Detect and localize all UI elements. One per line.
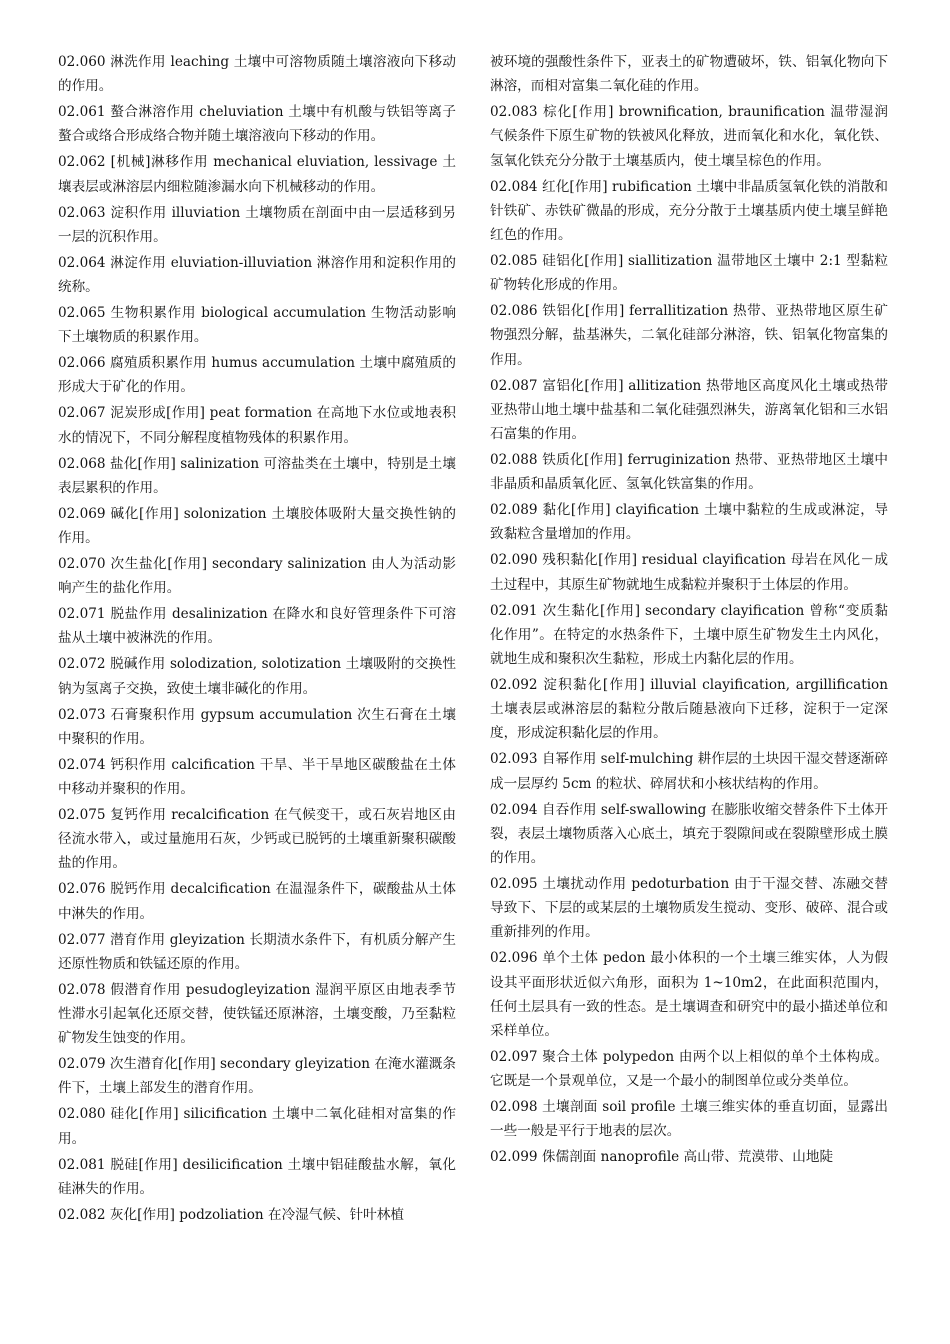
- entry-text: 02.093 自幂作用 self-mulching 耕作层的土块因干湿交替逐渐碎成一层厚约 5cm 的粒状、碎屑状和小核状结构的作用。: [490, 751, 888, 792]
- entry-text: 02.080 硅化[作用] silicification 土壤中二氧化硅相对富集的作用。: [58, 1106, 456, 1147]
- glossary-entry: [58, 652, 456, 700]
- glossary-entry: [490, 946, 888, 1043]
- glossary-entry: [58, 301, 456, 349]
- glossary-entry: [58, 1203, 456, 1227]
- entry-text: 被环境的强酸性条件下，亚表土的矿物遭破坏，铁、铝氧化物向下淋溶，而相对富集二氧化硅的作用。: [490, 54, 888, 95]
- glossary-entry: [58, 251, 456, 299]
- entry-text: 02.063 淀积作用 illuviation 土壤物质在剖面中由一层适移到另一层的沉积作用。: [58, 204, 456, 245]
- glossary-entry: [58, 602, 456, 650]
- glossary-entry: [58, 753, 456, 801]
- entry-text: 02.096 单个土体 pedon 最小体积的一个土壤三维实体，人为假设其平面形状近似六角形，面积为 1~10m2，在此面积范围内，任何土层具有一致的性态。是土壤调查和研究中的最小描述单位和采样单位。: [490, 950, 888, 1040]
- entry-text: 02.099 侏儒剖面 nanoprofile 高山带、荒漠带、山地陡: [490, 1149, 834, 1166]
- entry-text: 02.061 螯合淋溶作用 cheluviation 土壤中有机酸与铁铝等离子螯合或络合形成络合物并随土壤溶液向下移动的作用。: [58, 104, 456, 145]
- entry-text: 02.071 脱盐作用 desalinization 在降水和良好管理条件下可溶盐从土壤中被淋洗的作用。: [58, 606, 456, 647]
- glossary-entry: [58, 803, 456, 876]
- glossary-entry: [490, 249, 888, 297]
- entry-text: 02.083 棕化[作用] brownification, braunification 温带湿润气候条件下原生矿物的铁被风化释放，进而氧化和水化，氧化铁、氢氧化铁充分分散于土壤基质内，使土壤呈棕色的作用。: [490, 104, 888, 169]
- entry-text: 02.072 脱碱作用 solodization, solotization 土壤吸附的交换性钠为氢离子交换，致使土壤非碱化的作用。: [58, 656, 456, 697]
- glossary-entry: [490, 1145, 888, 1169]
- glossary-entry: [58, 877, 456, 925]
- entry-text: 02.076 脱钙作用 decalcification 在温湿条件下，碳酸盐从土体中淋失的作用。: [58, 881, 456, 922]
- entry-text: 02.081 脱硅[作用] desilicification 土壤中铝硅酸盐水解，氧化硅淋失的作用。: [58, 1156, 456, 1197]
- glossary-entry: [58, 150, 456, 198]
- glossary-entry: [490, 498, 888, 546]
- glossary-entry: [490, 599, 888, 672]
- glossary-entry: [58, 201, 456, 249]
- glossary-entry: [58, 978, 456, 1051]
- glossary-entry: [58, 50, 456, 98]
- entry-text: 02.062 [机械]淋移作用 mechanical eluviation, lessivage 土壤表层或淋溶层内细粒随渗漏水向下机械移动的作用。: [58, 154, 456, 195]
- glossary-entry: [490, 175, 888, 248]
- glossary-entry: [58, 100, 456, 148]
- glossary-entry: [58, 552, 456, 600]
- entry-text: 02.085 硅铝化[作用] siallitization 温带地区土壤中 2:1 型黏粒矿物转化形成的作用。: [490, 253, 888, 294]
- glossary-entry: [490, 374, 888, 447]
- entry-text: 02.084 红化[作用] rubification 土壤中非晶质氢氧化铁的消散和针铁矿、赤铁矿微晶的形成，充分分散于土壤基质内使土壤呈鲜艳红色的作用。: [490, 178, 888, 244]
- entry-text: 02.091 次生黏化[作用] secondary clayification 曾称“变质黏化作用”。在特定的水热条件下，土壤中原生矿物发生土内风化，就地生成和聚积次生黏粒，形成土内黏化层的作用。: [490, 602, 888, 668]
- glossary-entry: [58, 1052, 456, 1100]
- glossary-entry: [58, 351, 456, 399]
- glossary-entry: [490, 673, 888, 746]
- entry-text: 02.089 黏化[作用] clayification 土壤中黏粒的生成或淋淀，导致黏粒含量增加的作用。: [490, 502, 888, 543]
- entry-text: 02.088 铁质化[作用] ferruginization 热带、亚热带地区土壤中非晶质和晶质氧化匠、氢氧化铁富集的作用。: [490, 452, 888, 493]
- entry-text: 02.095 土壤扰动作用 pedoturbation 由于干湿交替、冻融交替导致下、下层的或某层的土壤物质发生搅动、变形、破碎、混合或重新排列的作用。: [490, 876, 888, 941]
- right-column: [490, 50, 888, 1171]
- glossary-entry: [58, 1102, 456, 1150]
- glossary-entry: [490, 872, 888, 945]
- entry-text: 02.078 假潜育作用 pesudogleyization 湿润平原区由地表季节性滞水引起氧化还原交替，使铁锰还原淋溶，土壤变酸，乃至黏粒矿物发生蚀变的作用。: [58, 981, 456, 1047]
- entry-text: 02.082 灰化[作用] podzoliation 在冷湿气候、针叶林植: [58, 1206, 404, 1223]
- entry-text: 02.075 复钙作用 recalcification 在气候变干，或石灰岩地区由径流水带入，或过量施用石灰，少钙或已脱钙的土壤重新聚积碳酸盐的作用。: [58, 807, 456, 872]
- entry-text: 02.074 钙积作用 calcification 干旱、半干旱地区碳酸盐在土体中移动并聚积的作用。: [58, 756, 456, 798]
- glossary-entry: [58, 928, 456, 976]
- glossary-entry: [58, 502, 456, 550]
- glossary-entry: [58, 452, 456, 500]
- glossary-entry: [490, 1045, 888, 1093]
- glossary-entry-continuation: [490, 50, 888, 98]
- glossary-entry: [58, 703, 456, 751]
- entry-text: 02.079 次生潜育化[作用] secondary gleyization 在淹水灌溉条件下，土壤上部发生的潜育作用。: [58, 1056, 456, 1097]
- entry-text: 02.064 淋淀作用 eluviation-illuviation 淋溶作用和淀积作用的统称。: [58, 254, 456, 296]
- glossary-entry: [58, 401, 456, 449]
- entry-text: 02.090 残积黏化[作用] residual clayification 母岩在风化－成土过程中，其原生矿物就地生成黏粒并聚积于土体层的作用。: [490, 552, 888, 593]
- glossary-entry: [490, 548, 888, 596]
- entry-text: 02.098 土壤剖面 soil profile 土壤三维实体的垂直切面，显露出一些一般是平行于地表的层次。: [490, 1099, 888, 1140]
- entry-text: 02.067 泥炭形成[作用] peat formation 在高地下水位或地表积水的情况下，不同分解程度植物残体的积累作用。: [58, 405, 456, 446]
- glossary-entry: [490, 747, 888, 795]
- entry-text: 02.065 生物积累作用 biological accumulation 生物活动影响下土壤物质的积累作用。: [58, 305, 456, 346]
- entry-text: 02.070 次生盐化[作用] secondary salinization 由人为活动影响产生的盐化作用。: [58, 556, 456, 597]
- entry-text: 02.068 盐化[作用] salinization 可溶盐类在土壤中，特别是土壤表层累积的作用。: [58, 455, 456, 496]
- glossary-entry: [490, 100, 888, 173]
- entry-text: 02.087 富铝化[作用] allitization 热带地区高度风化土壤或热带亚热带山地土壤中盐基和二氧化硅强烈淋失，游离氧化铝和三水铝石富集的作用。: [490, 377, 888, 443]
- glossary-entry: [58, 1153, 456, 1201]
- left-column: [58, 50, 456, 1229]
- entry-text: 02.086 铁铝化[作用] ferrallitization 热带、亚热带地区原生矿物强烈分解，盐基淋失，二氧化硅部分淋溶，铁、铝氧化物富集的作用。: [490, 303, 888, 368]
- entry-text: 02.094 自吞作用 self-swallowing 在膨胀收缩交替条件下土体开裂，表层土壤物质落入心底土，填充于裂隙间或在裂隙壁形成土膜的作用。: [490, 801, 888, 867]
- entry-text: 02.060 淋洗作用 leaching 土壤中可溶物质随土壤溶液向下移动的作用。: [58, 54, 456, 95]
- glossary-entry: [490, 1095, 888, 1143]
- entry-text: 02.097 聚合土体 polypedon 由两个以上相似的单个土体构成。它既是一个景观单位，又是一个最小的制图单位或分类单位。: [490, 1049, 888, 1090]
- entry-text: 02.066 腐殖质积累作用 humus accumulation 土壤中腐殖质的形成大于矿化的作用。: [58, 355, 456, 396]
- glossary-entry: [490, 448, 888, 496]
- entry-text: 02.073 石膏聚积作用 gypsum accumulation 次生石膏在土壤中聚积的作用。: [58, 706, 456, 747]
- entry-text: 02.092 淀积黏化[作用] illuvial clayification, argillification 土壤表层或淋溶层的黏粒分散后随悬液向下迁移，淀积于一定深度，形成淀积黏化层的作用。: [490, 677, 888, 742]
- glossary-entry: [490, 798, 888, 871]
- entry-text: 02.069 碱化[作用] solonization 土壤胶体吸附大量交换性钠的作用。: [58, 505, 456, 547]
- entry-text: 02.077 潜育作用 gleyization 长期渍水条件下，有机质分解产生还原性物质和铁锰还原的作用。: [58, 931, 456, 972]
- glossary-entry: [490, 299, 888, 372]
